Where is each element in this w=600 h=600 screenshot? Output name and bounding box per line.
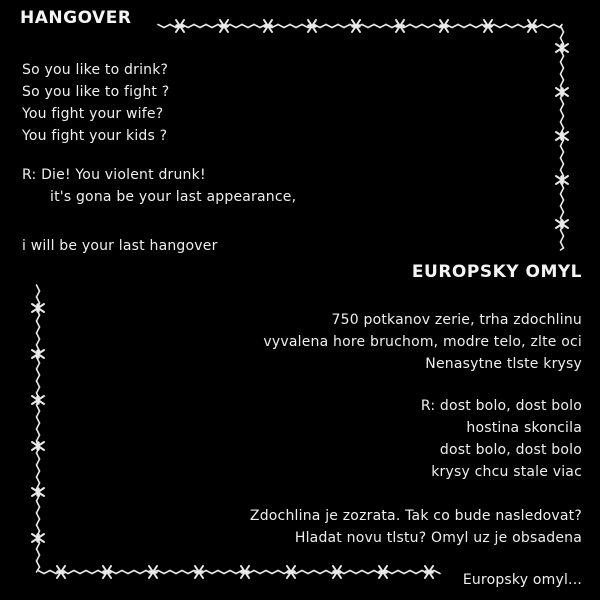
song2-title: EUROPSKY OMYL: [411, 262, 582, 282]
song1-verse-line-1: So you like to drink?: [22, 62, 169, 78]
song2-refrain-line-1: R: dost bolo, dost bolo: [420, 398, 582, 414]
song1-title: HANGOVER: [20, 8, 132, 28]
song1-verse-line-3: You fight your wife?: [22, 106, 164, 122]
song2-verse-line-2: vyvalena hore bruchom, modre telo, zlte oci: [263, 334, 582, 350]
song1-verse-line-4: You fight your kids ?: [22, 128, 168, 144]
song2-refrain-line-4: krysy chcu stale viac: [431, 464, 582, 480]
song1-closing: i will be your last hangover: [22, 238, 218, 254]
song1-verse-line-2: So you like to fight ?: [22, 84, 170, 100]
song2-refrain-line-2: hostina skoncila: [466, 420, 582, 436]
song2-verse-line-1: 750 potkanov zerie, trha zdochlinu: [331, 312, 582, 328]
song1-refrain-line-1: R: Die! You violent drunk!: [22, 167, 206, 183]
song2-refrain-line-3: dost bolo, dost bolo: [439, 442, 582, 458]
song1-refrain-line-2: it's gona be your last appearance,: [50, 189, 297, 205]
song2-closing: Europsky omyl...: [462, 572, 582, 588]
song2-outro-line-2: Hladat novu tlstu? Omyl uz je obsadena: [294, 530, 582, 546]
song2-verse-line-3: Nenasytne tlste krysy: [425, 356, 582, 372]
song2-outro-line-1: Zdochlina je zozrata. Tak co bude nasledovat?: [249, 508, 582, 524]
barbed-wire-top-right-icon: [158, 20, 568, 250]
